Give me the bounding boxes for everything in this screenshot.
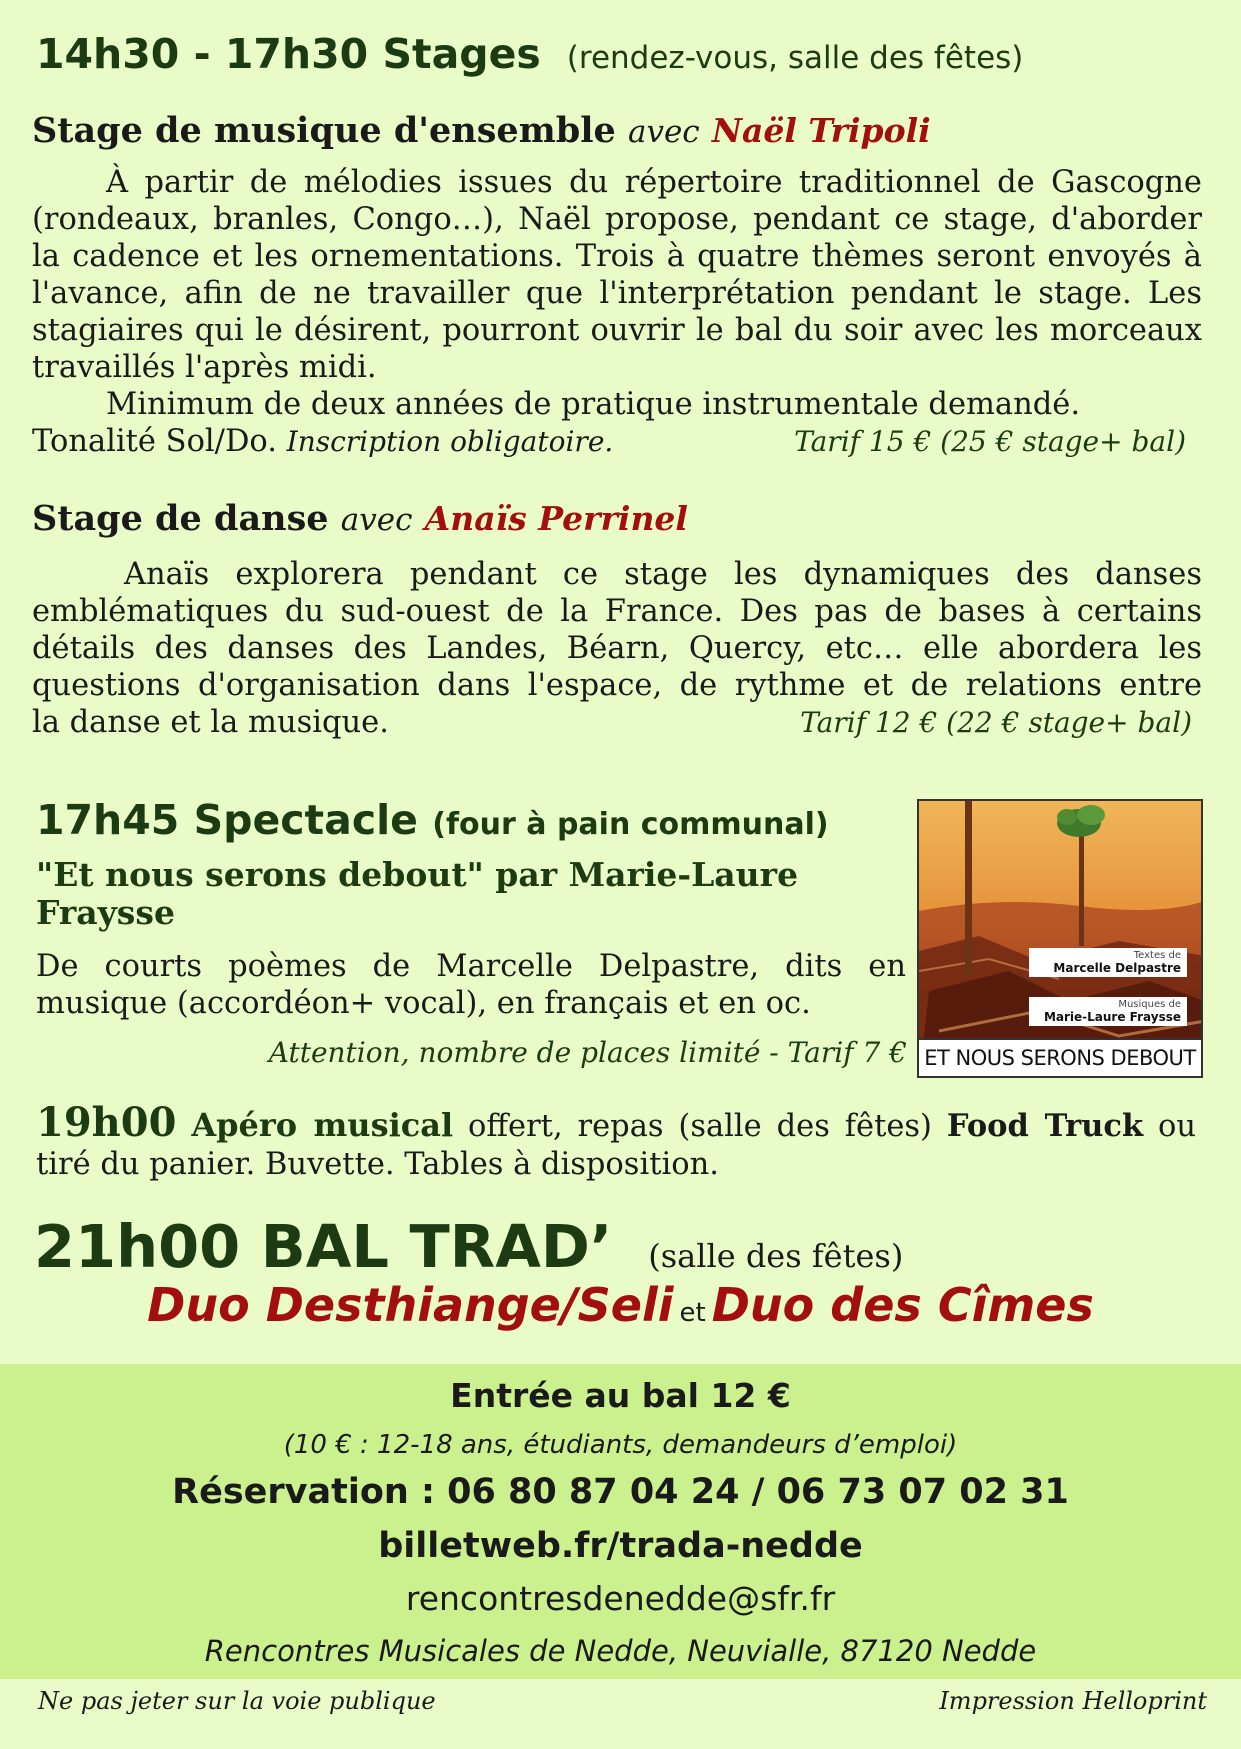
spectacle-location: (four à pain communal) xyxy=(432,807,829,842)
bal-band-2: Duo des Cîmes xyxy=(711,1278,1094,1332)
info-entree: Entrée au bal 12 € xyxy=(450,1376,791,1415)
stage-danse-tarif-line xyxy=(32,704,1202,741)
stage-danse-teacher: Anaïs Perrinel xyxy=(424,499,688,538)
cover-textes-label xyxy=(1029,948,1187,977)
stages-location: (rendez-vous, salle des fêtes) xyxy=(566,40,1024,76)
bal-band-1: Duo Desthiange/Seli xyxy=(147,1278,674,1332)
apero-text-2: ou tiré du panier. Buvette. Tables à disposition. xyxy=(36,1109,1196,1182)
stage-musique-tonalite: Tonalité Sol/Do. xyxy=(32,424,277,459)
spectacle-title xyxy=(36,796,829,844)
stage-danse-body xyxy=(32,556,1202,741)
stages-title xyxy=(36,30,1023,78)
album-cover-art xyxy=(919,801,1203,1078)
cover-musiques-label xyxy=(1029,997,1187,1026)
bal-et: et xyxy=(679,1298,706,1328)
stage-musique-teacher: Naël Tripoli xyxy=(711,111,931,150)
info-email-link[interactable]: rencontresdenedde@sfr.fr xyxy=(405,1579,836,1618)
stage-danse-last-line: la danse et la musique. xyxy=(32,705,389,740)
bal-title xyxy=(34,1212,903,1281)
stage-musique-paragraph: À partir de mélodies issues du répertoire traditionnel de Gascogne (rondeaux, branles, Congo…), Naël propose, pendant ce stage, d'aborder la cadence et les ornementations. Trois à quatre thèmes seront envoyés à l'avance, afin de ne travailler que l'interprétation pendant le stage. Les stagiaires qui le désirent, pourront ouvrir le bal du soir avec les morceaux travaillés l'après midi. xyxy=(32,165,1202,385)
apero-hour: 19h00 xyxy=(36,1099,177,1146)
info-address: Rencontres Musicales de Nedde, Neuvialle, 87120 Nedde xyxy=(204,1634,1037,1668)
bal-location: (salle des fêtes) xyxy=(648,1237,904,1275)
spectacle-title-text: 17h45 Spectacle xyxy=(36,796,418,844)
footer-left: Ne pas jeter sur la voie publique xyxy=(38,1687,436,1715)
info-website-link[interactable]: billetweb.fr/trada-nedde xyxy=(378,1526,863,1566)
apero-text-1: offert, repas (salle des fêtes) xyxy=(453,1109,947,1144)
spectacle-show: "Et nous serons debout" par Marie-Laure Fraysse xyxy=(36,855,799,932)
stage-danse-avec: avec xyxy=(340,502,413,538)
apero-label: Apéro musical xyxy=(191,1106,454,1144)
cover-musiques-caption: Musiques de xyxy=(1118,999,1181,1010)
bal-title-text: 21h00 BAL TRAD’ xyxy=(34,1212,613,1281)
stage-musique-tarif: Tarif 15 € (25 € stage+ bal) xyxy=(794,425,1186,458)
stage-danse-heading xyxy=(32,498,688,539)
cover-textes-name: Marcelle Delpastre xyxy=(1053,961,1181,975)
footer-right: Impression Helloprint xyxy=(939,1687,1207,1715)
spectacle-attention: Attention, nombre de places limité - Tarif 7 € xyxy=(268,1036,907,1069)
stage-musique-tarif-line xyxy=(32,423,1202,460)
stage-danse-title: Stage de danse xyxy=(32,498,329,539)
stages-title-text: 14h30 - 17h30 Stages xyxy=(36,30,541,78)
stage-musique-title: Stage de musique d'ensemble xyxy=(32,110,616,151)
spectacle-description: De courts poèmes de Marcelle Delpastre, dits en musique (accordéon+ vocal), en français et en oc. xyxy=(36,949,906,1021)
album-cover xyxy=(917,799,1203,1078)
stage-musique-body xyxy=(32,164,1202,460)
info-reservation[interactable]: Réservation : 06 80 87 04 24 / 06 73 07 02 31 xyxy=(172,1472,1069,1512)
stage-musique-avec: avec xyxy=(627,114,700,150)
bal-bands xyxy=(0,1278,1241,1332)
apero-food-truck: Food Truck xyxy=(946,1108,1144,1144)
info-tarifs: (10 € : 12-18 ans, étudiants, demandeurs d’emploi) xyxy=(283,1430,958,1460)
cover-textes-caption: Textes de xyxy=(1133,950,1181,961)
stage-danse-tarif: Tarif 12 € (22 € stage+ bal) xyxy=(800,706,1192,739)
stage-musique-inscription: Inscription obligatoire. xyxy=(286,425,614,458)
apero-block xyxy=(36,1099,1196,1184)
cover-musiques-name: Marie-Laure Fraysse xyxy=(1043,1010,1181,1024)
stage-danse-paragraph: Anaïs explorera pendant ce stage les dynamiques des danses emblématiques du sud-ouest de la France. Des pas de bases à certains détails des danses des Landes, Béarn, Quercy, etc… elle abordera les questions d'organisation dans l'espace, de rythme et de relations entre xyxy=(32,557,1202,703)
info-box xyxy=(0,1364,1241,1679)
stage-musique-minimum: Minimum de deux années de pratique instrumentale demandé. xyxy=(106,387,1081,422)
cover-title: ET NOUS SERONS DEBOUT xyxy=(919,1038,1201,1076)
stage-musique-heading xyxy=(32,110,931,151)
